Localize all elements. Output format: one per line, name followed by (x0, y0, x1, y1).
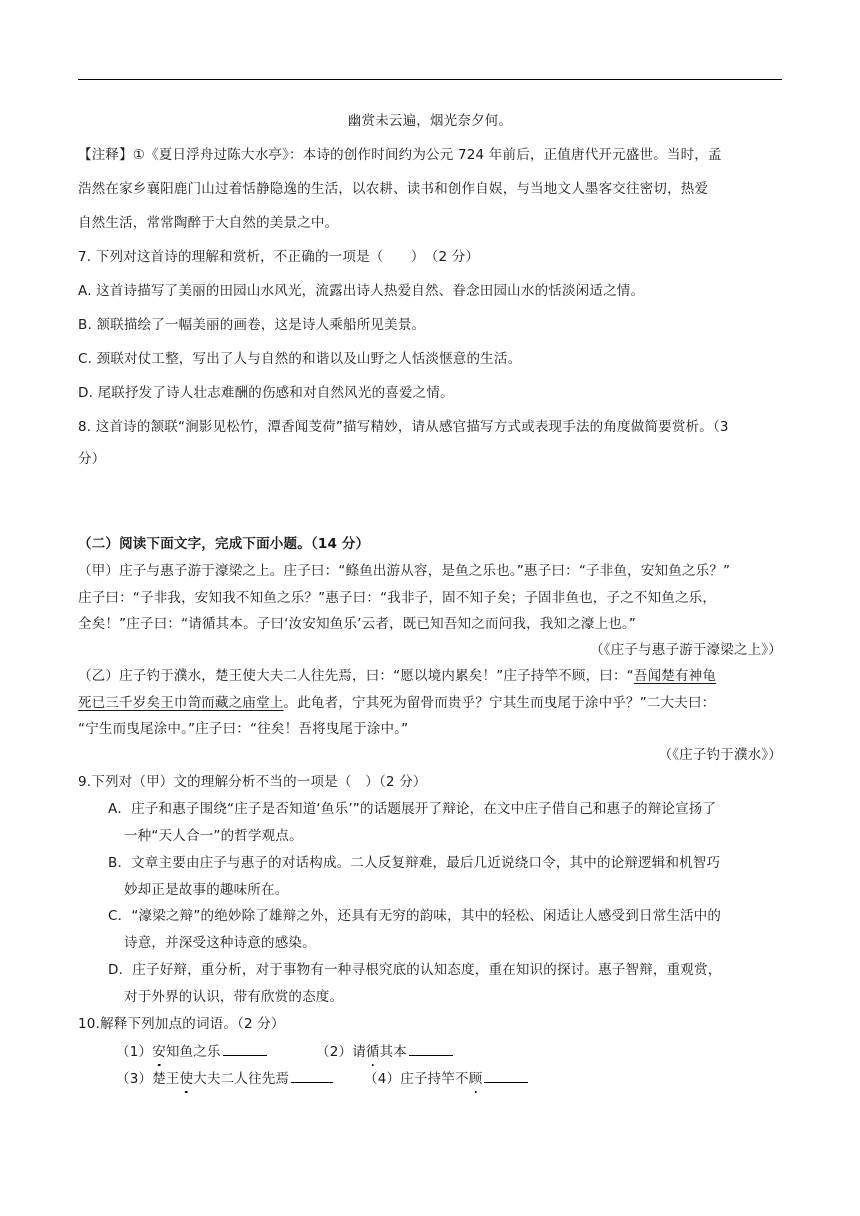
q9-option-a-line-2: 一种“天人合一”的哲学观点。 (124, 828, 303, 844)
section-2-heading: （二）阅读下面文字，完成下面小题。（14 分） (78, 536, 370, 552)
q9-option-a-line-1: A．庄子和惠子围绕“庄子是否知道‘鱼乐’”的话题展开了辩论，在文中庄子借自己和惠子的辩论宣扬了 (108, 801, 717, 817)
q10-item-2-text: 其本 (379, 1044, 407, 1060)
q10-item-1-answer-blank[interactable] (223, 1041, 267, 1056)
q10-item-2 (316, 1041, 453, 1062)
passage-jia-line-1: （甲）庄子与惠子游于濠梁之上。庄子曰：“鲦鱼出游从容，是鱼之乐也。”惠子曰：“子非鱼，安知鱼之乐？” (78, 563, 731, 579)
passage-yi-line-1 (78, 666, 716, 686)
passage-yi-line-1-text: （乙）庄子钓于濮水，楚王使大夫二人往先焉，曰：“愿以境内累矣！”庄子持竿不顾，曰：“ (78, 668, 634, 684)
passage-yi-source: （《庄子钓于濮水》） (658, 747, 782, 763)
q7-option-d: D. 尾联抒发了诗人壮志难酬的伤感和对自然风光的喜爱之情。 (78, 385, 454, 401)
q7-option-c: C. 颈联对仗工整，写出了人与自然的和谐以及山野之人恬淡惬意的生活。 (78, 351, 522, 367)
q7-option-a: A. 这首诗描写了美丽的田园山水风光，流露出诗人热爱自然、眷念田园山水的恬淡闲适之情。 (78, 283, 645, 299)
header-rule (78, 79, 782, 80)
question-8-line-2: 分） (78, 451, 106, 467)
q10-item-4-answer-blank[interactable] (484, 1068, 528, 1083)
q10-item-1 (116, 1041, 267, 1062)
question-8-line-1: 8. 这首诗的颔联“涧影见松竹，潭香闻芰荷”描写精妙，请从感官描写方式或表现手法的角度做简要赏析。（3 (78, 419, 729, 435)
note-line-1: 【注释】①《夏日浮舟过陈大水亭》：本诗的创作时间约为公元 724 年前后，正值唐代开元盛世。当时，孟 (78, 147, 722, 163)
question-7-stem: 7. 下列对这首诗的理解和赏析，不正确的一项是（ ） （2 分） (78, 249, 480, 265)
q9-option-d-line-1: D．庄子好辩，重分析，对于事物有一种寻根究底的认知态度，重在知识的探讨。惠子智辩，重观赏， (108, 962, 722, 978)
q10-item-2-answer-blank[interactable] (409, 1041, 453, 1056)
q10-item-1-text: 知鱼之乐 (165, 1044, 221, 1060)
passage-yi-line-2-text: 。此龟者，宁其死为留骨而贵乎？宁其生而曳尾于涂中乎？”二大夫曰： (283, 695, 716, 711)
q10-item-3-dotted-word: 使 (179, 1071, 194, 1087)
passage-yi-line-2 (78, 693, 715, 713)
question-9-stem: 9.下列对（甲）文的理解分析不当的一项是（ ）（2 分） (78, 774, 427, 790)
passage-yi-line-3: “宁生而曳尾涂中。”庄子曰：“往矣！吾将曳尾于涂中。” (78, 721, 409, 737)
q10-item-3-text: 大夫二人往先焉 (193, 1071, 290, 1087)
q10-item-4-dotted-word: 顾 (468, 1071, 483, 1087)
note-line-2: 浩然在家乡襄阳鹿门山过着恬静隐逸的生活，以农耕、读书和创作自娱，与当地文人墨客交往密切，热爱 (78, 181, 709, 197)
q10-item-3-answer-blank[interactable] (291, 1068, 333, 1083)
q9-option-b-line-1: B．文章主要由庄子与惠子的对话构成。二人反复辩难，最后几近说绕口令，其中的论辩逻辑和机智巧 (108, 855, 721, 871)
q9-option-c-line-2: 诗意，并深受这种诗意的感染。 (124, 935, 316, 951)
q10-item-2-prefix: （2）请 (316, 1044, 366, 1060)
q10-item-1-number: （1） (116, 1044, 153, 1060)
note-line-3: 自然生活，常常陶醉于大自然的美景之中。 (78, 215, 339, 231)
q10-item-3 (116, 1068, 333, 1089)
q9-option-c-line-1: C．“濠梁之辩”的绝妙除了雄辩之外，还具有无穷的韵味，其中的轻松、闲适让人感受到日常生活中的 (108, 908, 722, 924)
q10-item-4-prefix: （4）庄子持竿不 (364, 1071, 469, 1087)
question-10-stem: 10.解释下列加点的词语。（2 分） (78, 1016, 285, 1032)
q10-item-1-dotted-word: 安 (152, 1044, 166, 1060)
passage-jia-line-3: 全矣！”庄子曰：“请循其本。子曰‘汝安知鱼乐’云者，既已知吾知之而问我，我知之濠上也。” (78, 616, 637, 632)
q10-item-3-prefix: （3）楚王 (116, 1071, 180, 1087)
q9-option-d-line-2: 对于外界的认识，带有欣赏的态度。 (124, 989, 344, 1005)
passage-yi-underlined-1: 吾闻楚有神龟 (633, 668, 717, 684)
q10-item-2-dotted-word: 循 (365, 1044, 380, 1060)
poem-last-line: 幽赏未云遍，烟光奈夕何。 (347, 113, 513, 129)
q9-option-b-line-2: 妙却正是故事的趣味所在。 (124, 882, 289, 898)
passage-jia-source: （《庄子与惠子游于濠梁之上》） (590, 642, 782, 658)
q7-option-b: B. 颔联描绘了一幅美丽的画卷，这是诗人乘船所见美景。 (78, 317, 426, 333)
q10-item-4 (364, 1068, 528, 1089)
passage-yi-underlined-2: 死已三千岁矣王巾笥而藏之庙堂上 (78, 695, 284, 711)
passage-jia-line-2: 庄子曰：“子非我，安知我不知鱼之乐？”惠子曰：“我非子，固不知子矣；子固非鱼也，子之不知鱼之乐， (78, 590, 717, 606)
